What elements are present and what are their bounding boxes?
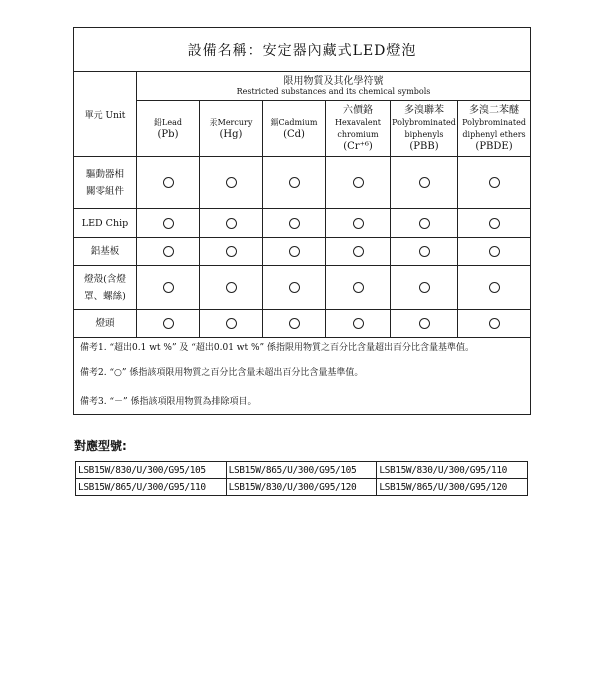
group-header [137,72,531,101]
compliance-cell [137,238,200,266]
substance-line2: Polybrominated [462,117,526,127]
circle-mark-icon [419,177,430,188]
circle-mark-icon [226,177,237,188]
substance-symbol: (PBB) [409,140,439,152]
circle-mark-icon [489,246,500,257]
circle-mark-icon [289,246,300,257]
substance-line1: 多溴聯苯 [404,104,444,116]
substance-line2: Hexavalent [335,117,381,127]
circle-mark-icon [419,318,430,329]
circle-mark-icon [163,282,174,293]
compliance-cell [458,266,531,310]
substance-header [200,101,263,157]
model-number: LSB15W/830/U/300/G95/110 [377,462,528,479]
substance-line1: 鎘Cadmium [270,117,318,127]
substance-symbol: (Hg) [219,128,243,140]
model-number: LSB15W/865/U/300/G95/120 [377,479,528,496]
circle-mark-icon [226,218,237,229]
circle-mark-icon [353,318,364,329]
group-header-zh: 限用物質及其化學符號 [283,76,384,87]
substance-line3: diphenyl ethers [462,129,526,139]
models-row [76,462,528,479]
compliance-cell [458,238,531,266]
model-number: LSB15W/865/U/300/G95/110 [76,479,227,496]
circle-mark-icon [419,218,430,229]
circle-mark-icon [489,318,500,329]
substance-symbol: (Pb) [157,128,179,140]
circle-mark-icon [226,282,237,293]
substance-header [458,101,531,157]
circle-mark-icon [353,218,364,229]
compliance-cell [263,209,326,238]
compliance-cell [137,157,200,209]
compliance-cell [200,238,263,266]
circle-mark-icon [489,218,500,229]
circle-mark-icon [353,282,364,293]
table-row [74,310,531,338]
table-row [74,209,531,238]
models-table [75,461,528,496]
compliance-cell [391,209,458,238]
part-name: 鋁基板 [74,238,137,266]
compliance-cell [326,238,391,266]
part-name: 燈頭 [74,310,137,338]
compliance-cell [137,310,200,338]
compliance-cell [137,209,200,238]
models-title: 對應型號: [74,439,127,453]
circle-mark-icon [163,218,174,229]
note-3: 備考3. “－” 係指該項限用物質為排除項目。 [80,397,257,407]
substance-symbol: (PBDE) [475,140,513,152]
compliance-cell [200,157,263,209]
compliance-cell [137,266,200,310]
compliance-cell [458,209,531,238]
substance-line1: 多溴二苯醚 [469,104,520,116]
substance-header [137,101,200,157]
note-1: 備考1. “超出0.1 wt %” 及 “超出0.01 wt %” 係指限用物質之百分比含量超出百分比含量基準值。 [80,343,474,353]
circle-mark-icon [289,282,300,293]
table-row [74,157,531,209]
circle-mark-icon [353,177,364,188]
substance-header [263,101,326,157]
note-2: 備考2. “○” 係指該項限用物質之百分比含量未超出百分比含量基準值。 [80,368,364,378]
group-header-en: Restricted substances and its chemical symbols [236,87,431,96]
circle-mark-icon [163,177,174,188]
compliance-cell [326,157,391,209]
compliance-cell [326,209,391,238]
circle-mark-icon [489,177,500,188]
circle-mark-icon [289,218,300,229]
circle-mark-icon [163,318,174,329]
substance-header [326,101,391,157]
compliance-cell [200,266,263,310]
circle-mark-icon [419,246,430,257]
restricted-substances-table [73,27,531,415]
compliance-cell [200,209,263,238]
substance-line3: biphenyls [404,129,444,139]
compliance-cell [391,266,458,310]
circle-mark-icon [163,246,174,257]
table-row [74,238,531,266]
circle-mark-icon [289,177,300,188]
substance-line1: 鉛Lead [154,117,182,127]
part-name: 燈殼(含燈罩、螺絲) [74,266,137,310]
circle-mark-icon [489,282,500,293]
substance-symbol: (Cr⁺⁶) [343,140,373,152]
substance-line1: 汞Mercury [209,117,253,127]
notes-section [74,338,531,415]
compliance-cell [391,310,458,338]
part-name: LED Chip [74,209,137,238]
circle-mark-icon [226,318,237,329]
unit-header: 單元 Unit [74,72,137,157]
document-title: 設備名稱：安定器內藏式LED燈泡 [74,28,531,72]
substance-symbol: (Cd) [283,128,305,140]
compliance-cell [263,238,326,266]
compliance-cell [263,157,326,209]
table-row [74,266,531,310]
compliance-cell [263,266,326,310]
substance-header [391,101,458,157]
compliance-cell [458,157,531,209]
compliance-cell [263,310,326,338]
models-row [76,479,528,496]
part-name: 驅動器相關零組件 [74,157,137,209]
substance-line2: Polybrominated [392,117,456,127]
model-number: LSB15W/865/U/300/G95/105 [226,462,377,479]
circle-mark-icon [289,318,300,329]
substance-line1: 六價鉻 [343,104,373,116]
substance-line3: chromium [337,129,379,139]
circle-mark-icon [419,282,430,293]
compliance-cell [458,310,531,338]
compliance-cell [326,310,391,338]
compliance-cell [326,266,391,310]
model-number: LSB15W/830/U/300/G95/105 [76,462,227,479]
circle-mark-icon [353,246,364,257]
model-number: LSB15W/830/U/300/G95/120 [226,479,377,496]
circle-mark-icon [226,246,237,257]
compliance-cell [391,157,458,209]
compliance-cell [200,310,263,338]
compliance-cell [391,238,458,266]
